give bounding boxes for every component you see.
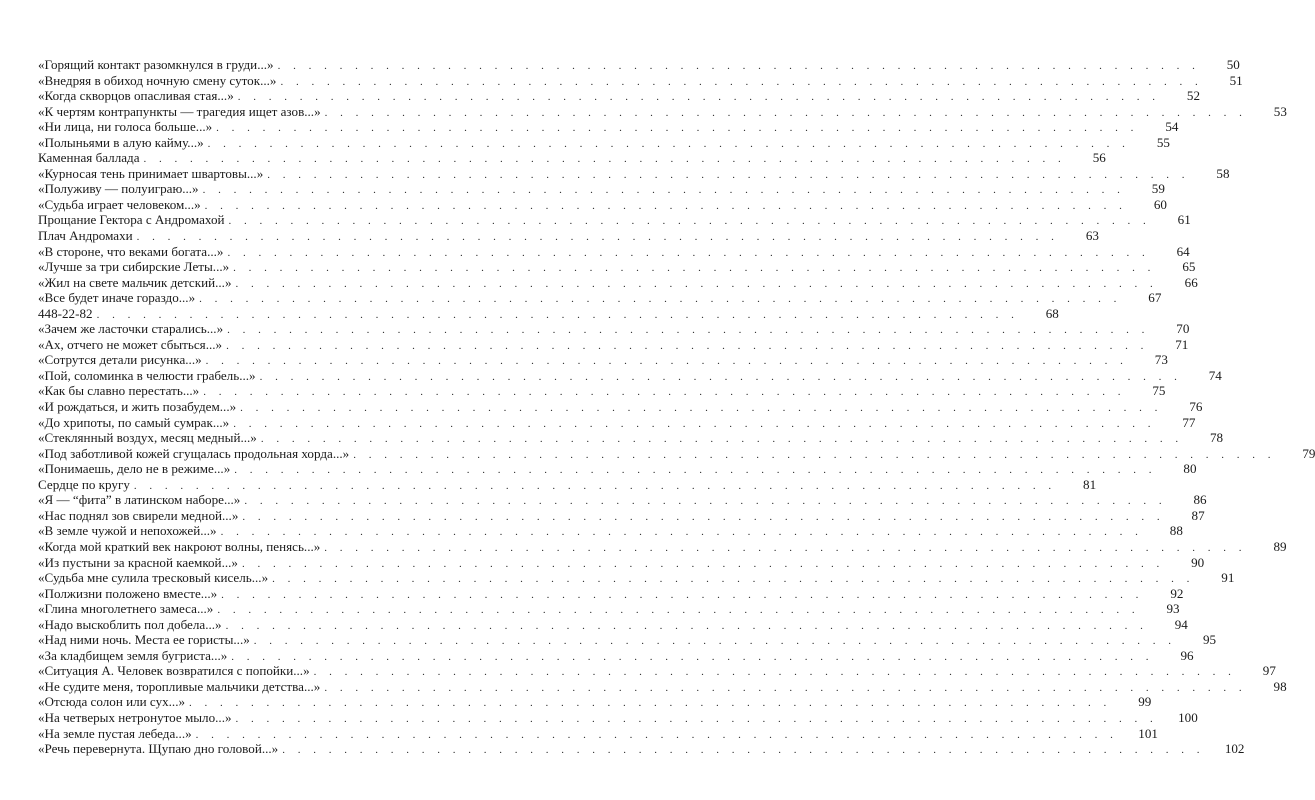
toc-entry-title: «Ситуация А. Человек возвратился с попойки...» xyxy=(38,663,310,679)
toc-entry xyxy=(38,554,1205,571)
toc-entry xyxy=(38,585,1184,602)
toc-entry-page-number: 97 xyxy=(1262,663,1276,679)
toc-entry-page-number: 93 xyxy=(1166,601,1180,617)
toc-entry xyxy=(38,150,1106,166)
toc-entry xyxy=(38,538,1287,555)
toc-entry-page-number: 71 xyxy=(1175,336,1189,352)
toc-entry xyxy=(38,601,1180,617)
toc-entry-page-number: 56 xyxy=(1092,150,1106,166)
toc-entry xyxy=(38,492,1207,508)
toc-entry-page-number: 73 xyxy=(1154,352,1168,368)
toc-entry-title: «В земле чужой и непохожей...» xyxy=(38,523,217,539)
toc-dot-leader: . . . . . . . . . . . . . . . . . . . . . . . . . . . . . . . . . . . . . . . . . . . . . . . . . . . . . . . . . . . . xyxy=(324,541,1247,554)
toc-entry-page-number: 65 xyxy=(1182,259,1196,275)
toc-dot-leader: . . . . . . . . . . . . . . . . . . . . . . . . . . . . . . . . . . . . . . . . . . . . . . . . . . . . . . . . . . . . xyxy=(241,557,1165,570)
toc-entry-page-number: 88 xyxy=(1169,523,1183,539)
toc-dot-leader: . . . . . . . . . . . . . . . . . . . . . . . . . . . . . . . . . . . . . . . . . . . . . . . . . . . . . . . . . . . . xyxy=(313,666,1236,679)
toc-entry-page-number: 98 xyxy=(1273,678,1287,694)
toc-entry-page-number: 60 xyxy=(1153,196,1167,212)
toc-entry xyxy=(38,414,1196,431)
toc-entry-title: «Глина многолетнего замеса...» xyxy=(38,601,214,617)
toc-dot-leader: . . . . . . . . . . . . . . . . . . . . . . . . . . . . . . . . . . . . . . . . . . . . . . . . . . . . . . . . . . . . xyxy=(267,168,1190,181)
toc-entry-title: «Как бы славно перестать...» xyxy=(38,383,200,399)
toc-entry xyxy=(38,243,1190,260)
toc-entry-page-number: 75 xyxy=(1152,383,1166,399)
toc-entry-title: «Под заботливой кожей сгущалась продольная хорда...» xyxy=(38,445,350,461)
toc-entry xyxy=(38,290,1162,306)
toc-entry-title: «Горящий контакт разомкнулся в груди...» xyxy=(38,57,274,72)
toc-dot-leader: . . . . . . . . . . . . . . . . . . . . . . . . . . . . . . . . . . . . . . . . . . . . . . . . . . . . . . . . . . . . xyxy=(282,744,1205,757)
toc-entry-page-number: 76 xyxy=(1189,399,1203,415)
toc-entry-page-number: 58 xyxy=(1216,165,1230,181)
toc-dot-leader: . . . . . . . . . . . . . . . . . . . . . . . . . . . . . . . . . . . . . . . . . . . . . . . . . . . . . . . . . . . . xyxy=(204,199,1127,212)
toc-entry xyxy=(38,321,1190,337)
toc-entry xyxy=(38,647,1194,664)
toc-entry xyxy=(38,134,1170,151)
toc-entry-page-number: 94 xyxy=(1174,616,1188,632)
toc-dot-leader: . . . . . . . . . . . . . . . . . . . . . . . . . . . . . . . . . . . . . . . . . . . . . . . . . . . . . . . . . . . . xyxy=(259,370,1182,383)
toc-entry-title: «Стеклянный воздух, месяц медный...» xyxy=(38,430,257,446)
toc-entry-title: «Судьба играет человеком...» xyxy=(38,196,201,212)
toc-entry-title: «Внедряя в обиход ночную смену суток...» xyxy=(38,72,277,88)
toc-entry-title: «Когда скворцов опасливая стая...» xyxy=(38,88,234,104)
toc-dot-leader: . . . . . . . . . . . . . . . . . . . . . . . . . . . . . . . . . . . . . . . . . . . . . . . . . . . . . . . . . . . . xyxy=(235,277,1158,290)
toc-entry xyxy=(38,336,1189,353)
toc-dot-leader: . . . . . . . . . . . . . . . . . . . . . . . . . . . . . . . . . . . . . . . . . . . . . . . . . . . . . . . . . . . . xyxy=(244,495,1167,508)
toc-dot-leader: . . . . . . . . . . . . . . . . . . . . . . . . . . . . . . . . . . . . . . . . . . . . . . . . . . . . . . . . . . . . xyxy=(235,712,1158,725)
toc-entry xyxy=(38,399,1203,415)
toc-entry-title: «Отсюда солон или сух...» xyxy=(38,694,186,710)
toc-dot-leader: . . . . . . . . . . . . . . . . . . . . . . . . . . . . . . . . . . . . . . . . . . . . . . . . . . . . . . . . . . . . xyxy=(277,60,1200,72)
toc-entry-page-number: 74 xyxy=(1208,367,1222,383)
toc-entry-page-number: 78 xyxy=(1210,430,1224,446)
toc-entry-title: «Судьба мне сулила тресковый кисель...» xyxy=(38,570,269,586)
toc-entry-title: «На земле пустая лебеда...» xyxy=(38,725,192,741)
toc-entry-page-number: 68 xyxy=(1045,305,1059,321)
toc-entry-title: «Лучше за три сибирские Леты...» xyxy=(38,259,230,275)
toc-entry-page-number: 102 xyxy=(1224,741,1245,757)
toc-entry-page-number: 63 xyxy=(1085,228,1099,244)
toc-dot-leader: . . . . . . . . . . . . . . . . . . . . . . . . . . . . . . . . . . . . . . . . . . . . . . . . . . . . . . . . . . . . xyxy=(324,106,1247,119)
toc-entry xyxy=(38,383,1166,399)
toc-entry-title: «Ах, отчего не может сбыться...» xyxy=(38,336,223,352)
toc-entry-page-number: 66 xyxy=(1184,274,1198,290)
toc-dot-leader: . . . . . . . . . . . . . . . . . . . . . . . . . . . . . . . . . . . . . . . . . . . . . . . . . . . . . . . . . . . . xyxy=(220,526,1143,539)
toc-entry-page-number: 54 xyxy=(1165,119,1179,135)
toc-entry xyxy=(38,694,1152,710)
toc-entry-title: «И рождаться, и жить позабудем...» xyxy=(38,399,237,415)
toc-dot-leader: . . . . . . . . . . . . . . . . . . . . . . . . . . . . . . . . . . . . . . . . . . . . . . . . . . . . . . . . . . . . xyxy=(233,417,1156,430)
toc-entry-page-number: 64 xyxy=(1176,243,1190,259)
toc-entry xyxy=(38,570,1235,586)
toc-dot-leader: . . . . . . . . . . . . . . . . . . . . . . . . . . . . . . . . . . . . . . . . . . . . . . . . . . . . . . . . . . . . xyxy=(227,324,1150,337)
toc-entry xyxy=(38,212,1191,228)
toc-entry-page-number: 81 xyxy=(1083,476,1097,492)
toc-dot-leader: . . . . . . . . . . . . . . . . . . . . . . . . . . . . . . . . . . . . . . . . . . . . . . . . . . . . . . . . . . . . xyxy=(228,215,1151,228)
toc-entry-title: «До хрипоты, по самый сумрак...» xyxy=(38,414,230,430)
toc-entry-page-number: 101 xyxy=(1138,725,1158,741)
toc-entry xyxy=(38,616,1188,633)
toc-entry-page-number: 86 xyxy=(1193,492,1207,508)
toc-entry-title: «Надо выскоблить пол добела...» xyxy=(38,616,222,632)
toc-entry-title: «Полуживу — полуиграю...» xyxy=(38,181,199,197)
toc-entry-page-number: 80 xyxy=(1183,461,1197,477)
toc-entry xyxy=(38,352,1168,368)
toc-dot-leader: . . . . . . . . . . . . . . . . . . . . . . . . . . . . . . . . . . . . . . . . . . . . . . . . . . . . . . . . . . . . xyxy=(216,122,1139,135)
toc-dot-leader: . . . . . . . . . . . . . . . . . . . . . . . . . . . . . . . . . . . . . . . . . . . . . . . . . . . . . . . . . . . . xyxy=(199,293,1122,306)
toc-dot-leader: . . . . . . . . . . . . . . . . . . . . . . . . . . . . . . . . . . . . . . . . . . . . . . . . . . . . . . . . . . . . xyxy=(225,619,1148,632)
toc-entry-title: «Над ними ночь. Места ее гористы...» xyxy=(38,632,250,648)
toc-dot-leader: . . . . . . . . . . . . . . . . . . . . . . . . . . . . . . . . . . . . . . . . . . . . . . . . . . . . . . . . . . . . xyxy=(195,728,1118,741)
toc-dot-leader: . . . . . . . . . . . . . . . . . . . . . . . . . . . . . . . . . . . . . . . . . . . . . . . . . . . . . . . . . . . . xyxy=(242,510,1165,523)
toc-entry-title: «Зачем же ласточки старались...» xyxy=(38,321,224,337)
toc-entry xyxy=(38,305,1059,322)
toc-dot-leader: . . . . . . . . . . . . . . . . . . . . . . . . . . . . . . . . . . . . . . . . . . . . . . . . . . . . . . . . . . . . xyxy=(260,433,1184,446)
toc-entry xyxy=(38,663,1276,679)
toc-entry-title: «За кладбищем земля бугриста...» xyxy=(38,647,228,663)
toc-entry-title: «Ни лица, ни голоса больше...» xyxy=(38,119,213,135)
toc-entry-page-number: 61 xyxy=(1177,212,1191,228)
toc-entry xyxy=(38,445,1315,462)
toc-entry-page-number: 91 xyxy=(1221,570,1235,586)
toc-entry-page-number: 51 xyxy=(1229,72,1243,88)
toc-dot-leader: . . . . . . . . . . . . . . . . . . . . . . . . . . . . . . . . . . . . . . . . . . . . . . . . . . . . . . . . . . . . xyxy=(280,75,1203,88)
toc-dot-leader: . . . . . . . . . . . . . . . . . . . . . . . . . . . . . . . . . . . . . . . . . . . . . . . . . . . . . . . . . . . . xyxy=(143,153,1066,166)
toc-dot-leader: . . . . . . . . . . . . . . . . . . . . . . . . . . . . . . . . . . . . . . . . . . . . . . . . . . . . . . . . . . . . xyxy=(203,386,1126,399)
toc-entry-title: «Все будет иначе гораздо...» xyxy=(38,290,196,306)
toc-entry xyxy=(38,632,1217,648)
toc-entry-page-number: 55 xyxy=(1156,134,1170,150)
toc-entry xyxy=(38,88,1200,104)
toc-entry-title: «Из пустыни за красной каемкой...» xyxy=(38,554,238,570)
toc-dot-leader: . . . . . . . . . . . . . . . . . . . . . . . . . . . . . . . . . . . . . . . . . . . . . . . . . . . . . . . . . . . . xyxy=(353,448,1276,461)
toc-dot-leader: . . . . . . . . . . . . . . . . . . . . . . . . . . . . . . . . . . . . . . . . . . . . . . . . . . . . . . . . . . . . xyxy=(227,246,1150,259)
toc-entry xyxy=(38,181,1165,197)
toc-entry-title: «К чертям контрапункты — трагедия ищет азов...» xyxy=(38,103,321,119)
toc-entry-title: «Речь перевернута. Щупаю дно головой...» xyxy=(38,741,279,757)
toc-entry xyxy=(38,430,1224,446)
toc-entry-title: Каменная баллада xyxy=(38,150,140,166)
toc-entry xyxy=(38,709,1198,726)
toc-entry xyxy=(38,274,1198,291)
toc-entry-title: «Понимаешь, дело не в режиме...» xyxy=(38,461,231,477)
toc-entry-page-number: 96 xyxy=(1180,647,1194,663)
toc-entry-page-number: 89 xyxy=(1273,538,1287,554)
toc-dot-leader: . . . . . . . . . . . . . . . . . . . . . . . . . . . . . . . . . . . . . . . . . . . . . . . . . . . . . . . . . . . . xyxy=(202,184,1125,197)
toc-dot-leader: . . . . . . . . . . . . . . . . . . . . . . . . . . . . . . . . . . . . . . . . . . . . . . . . . . . . . . . . . . . . xyxy=(324,681,1247,694)
toc-dot-leader: . . . . . . . . . . . . . . . . . . . . . . . . . . . . . . . . . . . . . . . . . . . . . . . . . . . . . . . . . . . . xyxy=(253,635,1177,648)
toc-entry-title: «Полыньями в алую кайму...» xyxy=(38,134,204,150)
toc-entry-page-number: 92 xyxy=(1170,585,1184,601)
toc-entry-title: Плач Андромахи xyxy=(38,228,133,244)
toc-dot-leader: . . . . . . . . . . . . . . . . . . . . . . . . . . . . . . . . . . . . . . . . . . . . . . . . . . . . . . . . . . . . xyxy=(205,355,1128,368)
toc-entry xyxy=(38,367,1222,384)
toc-dot-leader: . . . . . . . . . . . . . . . . . . . . . . . . . . . . . . . . . . . . . . . . . . . . . . . . . . . . . . . . . . . . xyxy=(226,339,1149,352)
toc-entry-title: «Когда мой краткий век накроют волны, пенясь...» xyxy=(38,538,321,554)
toc-entry-page-number: 95 xyxy=(1202,632,1217,648)
toc-entry xyxy=(38,476,1097,493)
toc-dot-leader: . . . . . . . . . . . . . . . . . . . . . . . . . . . . . . . . . . . . . . . . . . . . . . . . . . . . . . . . . . . . xyxy=(221,588,1144,601)
toc-dot-leader: . . . . . . . . . . . . . . . . . . . . . . . . . . . . . . . . . . . . . . . . . . . . . . . . . . . . . . . . . . . . xyxy=(133,479,1057,492)
toc-entry-page-number: 50 xyxy=(1226,57,1240,72)
toc-dot-leader: . . . . . . . . . . . . . . . . . . . . . . . . . . . . . . . . . . . . . . . . . . . . . . . . . . . . . . . . . . . . xyxy=(237,91,1160,104)
toc-dot-leader: . . . . . . . . . . . . . . . . . . . . . . . . . . . . . . . . . . . . . . . . . . . . . . . . . . . . . . . . . . . . xyxy=(234,464,1157,477)
toc-entry-page-number: 59 xyxy=(1151,181,1165,197)
toc-entry xyxy=(38,72,1243,89)
toc-dot-leader: . . . . . . . . . . . . . . . . . . . . . . . . . . . . . . . . . . . . . . . . . . . . . . . . . . . . . . . . . . . . xyxy=(272,573,1195,586)
toc-entry-title: «Пой, соломинка в челюсти грабель...» xyxy=(38,367,256,383)
toc-entry-title: «На четверых нетронутое мыло...» xyxy=(38,709,232,725)
toc-entry-title: «Полжизни положено вместе...» xyxy=(38,585,218,601)
toc-dot-leader: . . . . . . . . . . . . . . . . . . . . . . . . . . . . . . . . . . . . . . . . . . . . . . . . . . . . . . . . . . . . xyxy=(240,402,1163,415)
toc-entry-title: «Не судите меня, торопливые мальчики детства...» xyxy=(38,678,321,694)
toc-entry xyxy=(38,57,1240,73)
table-of-contents xyxy=(38,57,1315,757)
toc-entry xyxy=(38,119,1179,135)
toc-entry-page-number: 70 xyxy=(1176,321,1190,337)
toc-dot-leader: . . . . . . . . . . . . . . . . . . . . . . . . . . . . . . . . . . . . . . . . . . . . . . . . . . . . . . . . . . . . xyxy=(207,137,1130,150)
toc-entry-page-number: 90 xyxy=(1191,554,1205,570)
toc-entry-title: «В стороне, что веками богата...» xyxy=(38,243,224,259)
toc-entry xyxy=(38,507,1205,524)
toc-entry xyxy=(38,461,1197,477)
toc-entry xyxy=(38,196,1167,213)
toc-entry xyxy=(38,103,1287,120)
toc-dot-leader: . . . . . . . . . . . . . . . . . . . . . . . . . . . . . . . . . . . . . . . . . . . . . . . . . . . . . . . . . . . . xyxy=(96,308,1019,321)
toc-entry-page-number: 99 xyxy=(1138,694,1152,710)
toc-entry-title: «Курносая тень принимает швартовы...» xyxy=(38,165,264,181)
toc-entry-page-number: 77 xyxy=(1182,414,1196,430)
toc-entry-title: Прощание Гектора с Андромахой xyxy=(38,212,225,228)
toc-entry-title: «Жил на свете мальчик детский...» xyxy=(38,274,232,290)
toc-entry-page-number: 79 xyxy=(1302,445,1315,461)
toc-entry-title: 448-22-82 xyxy=(38,305,93,321)
toc-entry-page-number: 52 xyxy=(1186,88,1200,104)
toc-entry xyxy=(38,228,1099,244)
toc-dot-leader: . . . . . . . . . . . . . . . . . . . . . . . . . . . . . . . . . . . . . . . . . . . . . . . . . . . . . . . . . . . . xyxy=(136,231,1059,244)
toc-dot-leader: . . . . . . . . . . . . . . . . . . . . . . . . . . . . . . . . . . . . . . . . . . . . . . . . . . . . . . . . . . . . xyxy=(189,697,1112,710)
toc-dot-leader: . . . . . . . . . . . . . . . . . . . . . . . . . . . . . . . . . . . . . . . . . . . . . . . . . . . . . . . . . . . . xyxy=(217,604,1140,617)
toc-entry xyxy=(38,741,1245,757)
toc-entry-title: «Я — “фита” в латинском наборе...» xyxy=(38,492,241,508)
toc-dot-leader: . . . . . . . . . . . . . . . . . . . . . . . . . . . . . . . . . . . . . . . . . . . . . . . . . . . . . . . . . . . . xyxy=(233,262,1156,275)
toc-entry-title: «Сотрутся детали рисунка...» xyxy=(38,352,202,368)
toc-entry-page-number: 67 xyxy=(1148,290,1162,306)
toc-entry xyxy=(38,725,1158,742)
toc-entry xyxy=(38,165,1230,182)
toc-entry xyxy=(38,678,1287,695)
toc-entry xyxy=(38,523,1183,539)
toc-entry-title: «Нас поднял зов свирели медной...» xyxy=(38,507,239,523)
toc-entry-page-number: 87 xyxy=(1191,507,1205,523)
toc-entry-page-number: 53 xyxy=(1273,103,1287,119)
toc-entry xyxy=(38,259,1196,275)
toc-dot-leader: . . . . . . . . . . . . . . . . . . . . . . . . . . . . . . . . . . . . . . . . . . . . . . . . . . . . . . . . . . . . xyxy=(231,650,1154,663)
toc-entry-page-number: 100 xyxy=(1178,709,1198,725)
toc-entry-title: Сердце по кругу xyxy=(38,476,130,492)
